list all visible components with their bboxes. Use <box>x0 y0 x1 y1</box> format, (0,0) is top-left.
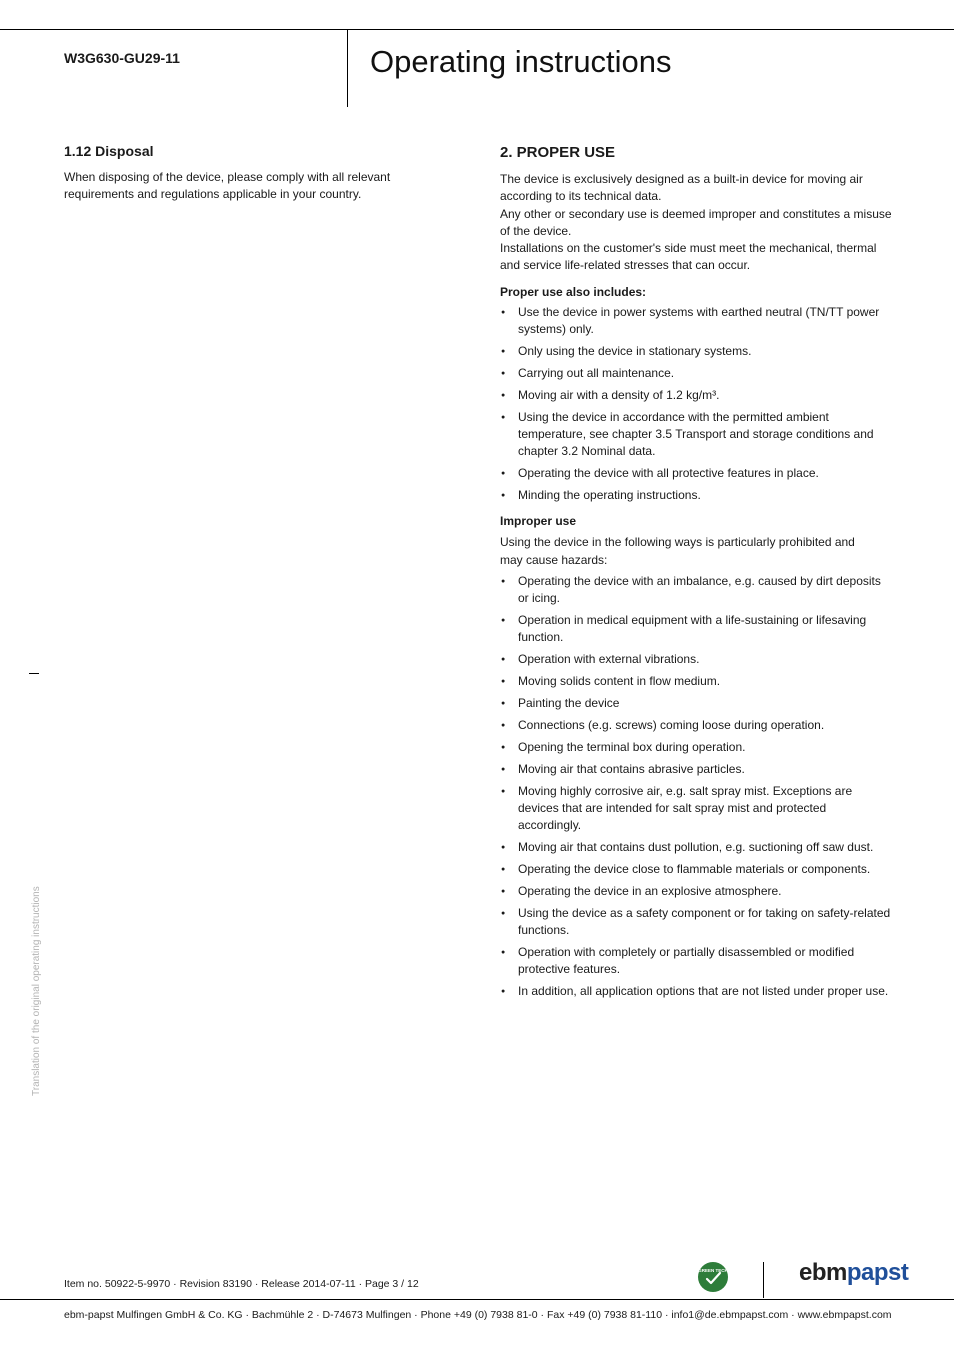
list-item: ● Moving air that contains abrasive particles. <box>500 761 892 778</box>
improper-use-intro: Using the device in the following ways is particularly prohibited and may cause hazards: <box>500 535 855 567</box>
list-item: ● Operating the device in an explosive atmosphere. <box>500 883 892 900</box>
list-item: ● Operation with completely or partially disassembled or modified protective features. <box>500 944 892 979</box>
list-item: ● Opening the terminal box during operation. <box>500 739 892 756</box>
proper-use-list <box>500 304 892 505</box>
proper-use-section <box>500 144 892 1005</box>
footer-rule <box>0 1299 954 1300</box>
footer-divider <box>763 1262 764 1298</box>
logo-ebm: ebm <box>799 1259 847 1286</box>
page-title: Operating instructions <box>370 44 672 79</box>
list-item: ● Operating the device with an imbalance, e.g. caused by dirt deposits or icing. <box>500 573 892 608</box>
company-address: ebm-papst Mulfingen GmbH & Co. KG · Bachmühle 2 · D-74673 Mulfingen · Phone +49 (0) 7938 81-0 · Fax +49 (0) 7938 81-110 · info1@de.ebmpapst.com · www.ebmpapst.com <box>64 1309 892 1321</box>
list-item: ● In addition, all application options that are not listed under proper use. <box>500 983 892 1000</box>
header-divider <box>347 30 348 107</box>
list-item: ● Connections (e.g. screws) coming loose during operation. <box>500 717 892 734</box>
list-item: ● Operation with external vibrations. <box>500 651 892 668</box>
disposal-section <box>64 143 404 204</box>
intro-paragraph: Installations on the customer's side must meet the mechanical, thermal and service life-related stresses that can occur. <box>500 241 877 273</box>
intro-paragraph: Any other or secondary use is deemed improper and constitutes a misuse of the device. <box>500 206 892 238</box>
list-item: ● Moving solids content in flow medium. <box>500 673 892 690</box>
checkmark-icon <box>702 1266 724 1288</box>
green-tech-badge <box>698 1262 728 1292</box>
disposal-heading: 1.12 Disposal <box>64 143 154 159</box>
side-note: Translation of the original operating instructions <box>31 886 42 1096</box>
fold-mark <box>29 673 39 674</box>
improper-use-list <box>500 573 892 1001</box>
green-tech-badge-text: GREEN TECH <box>698 1268 728 1273</box>
list-item: ● Moving air with a density of 1.2 kg/m³. <box>500 387 892 404</box>
disposal-body: When disposing of the device, please comply with all relevant requirements and regulations applicable in your country. <box>64 170 391 202</box>
list-item: ● Painting the device <box>500 695 892 712</box>
list-item: ● Carrying out all maintenance. <box>500 365 892 382</box>
list-item: ● Operating the device with all protective features in place. <box>500 465 892 482</box>
header-top-rule <box>0 29 954 30</box>
list-item: ● Operating the device close to flammable materials or components. <box>500 861 892 878</box>
model-number: W3G630-GU29-11 <box>64 50 180 66</box>
list-item: ● Using the device in accordance with the permitted ambient temperature, see chapter 3.5 Transport and storage conditions and chapter 3.2 Nominal data. <box>500 409 892 461</box>
list-item: ● Only using the device in stationary systems. <box>500 343 892 360</box>
intro-paragraph: The device is exclusively designed as a built-in device for moving air according to its technical data. <box>500 172 863 204</box>
item-info: Item no. 50922-5-9970 · Revision 83190 · Release 2014-07-11 · Page 3 / 12 <box>64 1278 419 1290</box>
list-item: ● Minding the operating instructions. <box>500 487 892 504</box>
logo-papst: papst <box>846 1259 909 1286</box>
proper-use-heading: 2. PROPER USE <box>500 144 616 161</box>
improper-use-heading: Improper use <box>500 514 577 529</box>
list-item: ● Using the device as a safety component or for taking on safety-related functions. <box>500 905 892 940</box>
list-item: ● Use the device in power systems with earthed neutral (TN/TT power systems) only. <box>500 304 892 339</box>
proper-use-includes-heading: Proper use also includes: <box>500 284 647 299</box>
list-item: ● Moving air that contains dust pollution, e.g. suctioning off saw dust. <box>500 839 892 856</box>
proper-use-intro <box>500 171 892 275</box>
list-item: ● Moving highly corrosive air, e.g. salt spray mist. Exceptions are devices that are intended for salt spray mist and protected accordingly. <box>500 783 892 835</box>
ebmpapst-logo <box>799 1259 908 1287</box>
list-item: ● Operation in medical equipment with a life-sustaining or lifesaving function. <box>500 612 892 647</box>
